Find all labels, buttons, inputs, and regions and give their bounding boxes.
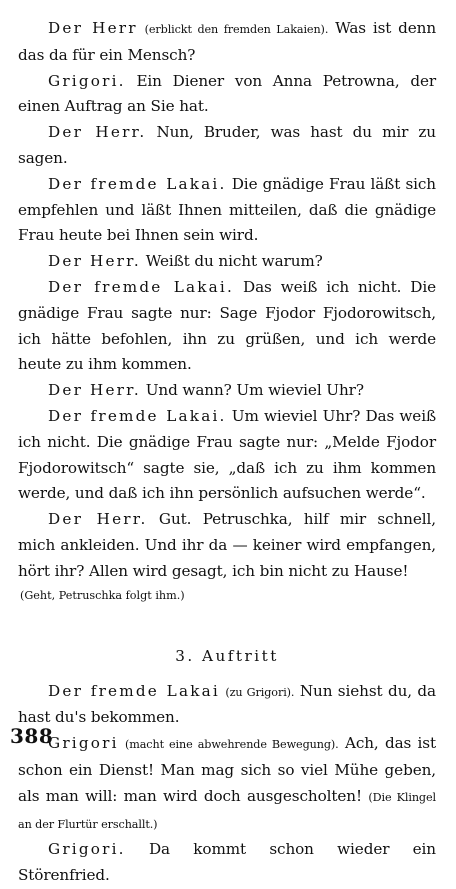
dialogue-text: Das weiß ich nicht. Die gnädige Frau sagte nur: Sage Fjodor Fjodorowitsch, ich hätte befohlen, ihn zu grüßen, und ich werde heute zu ihm kommen. bbox=[18, 277, 436, 374]
speaker-name: Der Herr. bbox=[48, 381, 141, 400]
paragraph bbox=[18, 378, 436, 404]
speaker-name: Der Herr bbox=[48, 19, 138, 37]
stage-direction: (zu Grigori). bbox=[225, 685, 295, 699]
speaker-name: Der fremde Lakai. bbox=[48, 174, 227, 193]
page-number: 388 bbox=[10, 724, 54, 748]
speaker-name: Der Herr. bbox=[48, 510, 148, 529]
dialogue-text: Nun siehst du, da hast du's bekommen. bbox=[18, 681, 436, 727]
paragraph bbox=[18, 16, 436, 69]
stage-direction: (erblickt den fremden Lakaien). bbox=[144, 23, 329, 36]
stage-direction: (Die Klingel an der Flurtür erschallt.) bbox=[18, 790, 436, 831]
speaker-name: Der fremde Lakai. bbox=[48, 277, 235, 296]
dialogue-text: Nun, Bruder, was hast du mir zu sagen. bbox=[18, 123, 436, 167]
exit-stage-direction: (Geht, Petruschka folgt ihm.) bbox=[20, 588, 185, 602]
paragraph bbox=[18, 69, 436, 121]
dialogue-text: Ein Diener von Anna Petrowna, der einen Auftrag an Sie hat. bbox=[18, 71, 436, 116]
paragraph bbox=[18, 275, 436, 378]
speaker-name: Grigori. bbox=[48, 840, 126, 859]
paragraph bbox=[18, 249, 436, 275]
dialogue-text: Die gnädige Frau läßt sich empfehlen und läßt Ihnen mitteilen, daß die gnädige Frau heute bei Ihnen sein wird. bbox=[18, 174, 436, 245]
dialogue-text: Ach, das ist schon ein Dienst! Man mag sich so viel Mühe geben, als man will: man wird doch ausgescholten! bbox=[18, 734, 436, 805]
dialogue-text: Und wann? Um wieviel Uhr? bbox=[145, 381, 364, 400]
paragraph bbox=[18, 404, 436, 507]
paragraph bbox=[18, 172, 436, 249]
dialogue-text: Gut. Petruschka, hilf mir schnell, mich ankleiden. Und ihr da — keiner wird empfangen, hört ihr? Allen wird gesagt, ich bin nicht zu Hause! bbox=[18, 510, 436, 580]
scene-heading: 3. Auftritt bbox=[175, 646, 279, 665]
paragraph bbox=[18, 507, 436, 584]
dialogue-text: Da kommt schon wieder ein Störenfried. bbox=[18, 840, 436, 885]
dialogue-text: Weißt du nicht warum? bbox=[145, 252, 323, 271]
stage-direction: (macht eine abwehrende Bewegung). bbox=[124, 738, 339, 752]
paragraph bbox=[18, 731, 436, 837]
paragraph bbox=[18, 120, 436, 172]
dialogue-text: Um wieviel Uhr? Das weiß ich nicht. Die gnädige Frau sagte nur: „Melde Fjodor Fjodorowitsch“ sagte sie, „daß ich zu ihm kommen werde, und daß ich ihn persönlich aufsuchen werde“. bbox=[18, 406, 437, 503]
speaker-name: Grigori. bbox=[48, 71, 126, 90]
speaker-name: Der Herr. bbox=[48, 123, 147, 142]
paragraph bbox=[18, 837, 436, 889]
dialogue-text: Was ist denn das da für ein Mensch? bbox=[18, 19, 437, 64]
book-page bbox=[18, 16, 436, 889]
speaker-name: Grigori bbox=[48, 734, 119, 753]
speaker-name: Der fremde Lakai bbox=[48, 681, 220, 700]
speaker-name: Der Herr. bbox=[48, 252, 141, 271]
speaker-name: Der fremde Lakai. bbox=[48, 406, 227, 425]
paragraph bbox=[18, 679, 436, 732]
